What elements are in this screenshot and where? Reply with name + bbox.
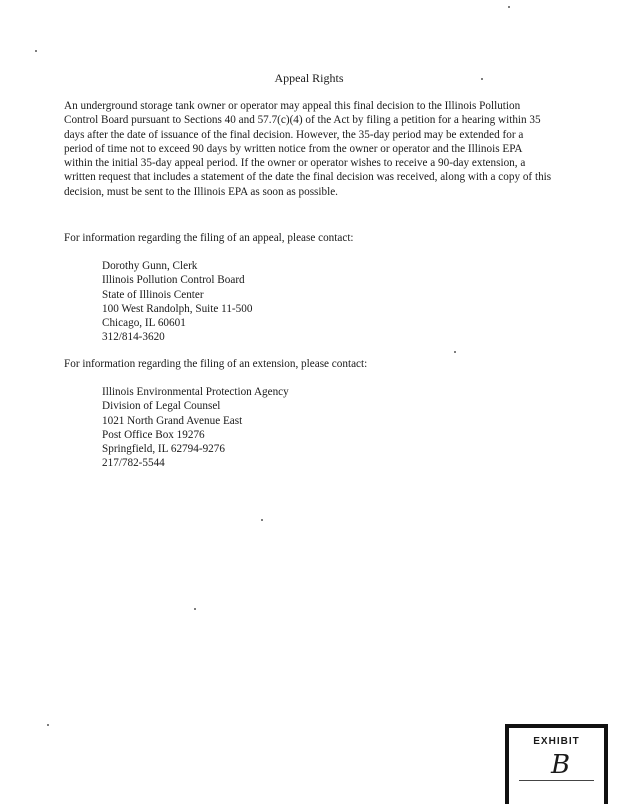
appeal-contact-intro: For information regarding the filing of an appeal, please contact:: [64, 232, 354, 244]
extension-contact-intro: For information regarding the filing of an extension, please contact:: [64, 358, 368, 370]
address-line: Illinois Pollution Control Board: [102, 274, 245, 287]
illinois-epa-address: [102, 385, 289, 471]
scan-speck: [194, 608, 196, 610]
exhibit-label: EXHIBIT: [533, 736, 580, 747]
address-line: Chicago, IL 60601: [102, 317, 186, 330]
scan-speck: [47, 724, 49, 726]
address-line: Dorothy Gunn, Clerk: [102, 260, 198, 272]
scan-speck: [454, 351, 456, 353]
document-title: Appeal Rights: [274, 71, 344, 85]
exhibit-underline: [519, 780, 594, 781]
scan-speck: [261, 519, 263, 521]
address-line: 312/814-3620: [102, 331, 165, 344]
exhibit-letter: B: [551, 750, 571, 780]
address-line: Springfield, IL 62794-9276: [102, 443, 225, 456]
address-line: State of Illinois Center: [102, 288, 204, 301]
scan-speck: [35, 50, 37, 52]
address-line: Division of Legal Counsel: [102, 400, 221, 413]
address-line: Post Office Box 19276: [102, 428, 205, 441]
scan-speck: [508, 6, 510, 8]
address-line: 1021 North Grand Avenue East: [102, 414, 243, 427]
exhibit-sticker: [505, 724, 608, 804]
address-line: 100 West Randolph, Suite 11-500: [102, 302, 253, 315]
address-line: 217/782-5544: [102, 457, 165, 470]
scan-speck: [481, 78, 483, 80]
address-line: Illinois Environmental Protection Agency: [102, 386, 289, 398]
appeal-rights-paragraph: An underground storage tank owner or operator may appeal this final decision to the Illinois Pollution Control Board pursuant to Sections 40 and 57.7(c)(4) of the Act by filing a petition for a hearing within 35 days after the date of issuance of the final decision. However, the 35-day period may be extended for a period of time not to exceed 90 days by written notice from the owner or operator and the Illinois EPA within the initial 35-day appeal period. If the owner or operator wishes to receive a 90-day extension, a written request that includes a statement of the date the final decision was received, along with a copy of this decision, must be sent to the Illinois EPA as soon as possible.: [64, 100, 552, 198]
pollution-control-board-address: [102, 259, 252, 345]
